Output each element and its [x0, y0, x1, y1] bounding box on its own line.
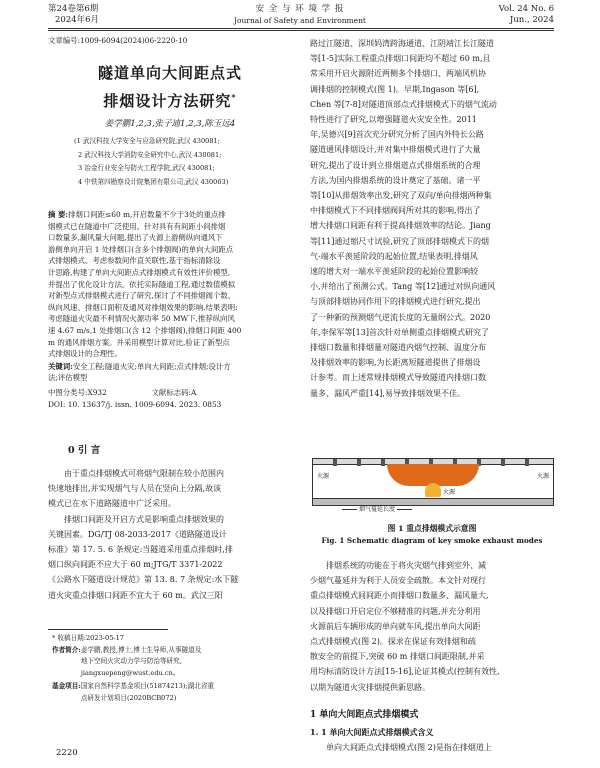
body-line: 道火灾重点排烟口间距不宜大于 60 m。武汉三阳	[48, 590, 223, 600]
body-line: 气-端水平羡延阶段的起始位置,结果表明,排烟风	[310, 251, 478, 261]
page-number: 2220	[56, 748, 78, 758]
abstract-label: 摘 要:	[48, 210, 69, 219]
paper-title-line1: 隧道单向大间距点式	[97, 64, 242, 82]
keywords-line: 安全工程;隧道火灾;单向大间距;点式排烟;设计方	[72, 361, 231, 371]
abstract-line: 对新型点式排烟模式进行了研究,探讨了不同排烟阀个数、	[48, 291, 236, 301]
body-line: 排烟系统的功能在于将火灾烟气排到室外、减	[326, 561, 486, 570]
fire-source-icon	[425, 483, 441, 497]
smoke-vent	[525, 459, 529, 466]
body-line: 《公路水下隧道设计规范》第 13. 8. 7 条规定:水下隧	[48, 575, 239, 585]
body-line: 与顶部排烟协同作用下的排烟模式进行研究,提出	[310, 297, 481, 307]
title-text: 排烟设计方法研究	[103, 92, 232, 110]
figure-1-tunnel-diagram	[312, 458, 554, 506]
abstract-line: m 的通风排烟方案。并采用模型计算对比,验证了新型点	[48, 337, 230, 347]
title-footnote-mark: *	[231, 92, 237, 102]
right-paragraph-2	[310, 558, 554, 695]
body-line: 年,吴德兴[9]首次充分研究分析了国内外特长公路	[310, 130, 484, 140]
figure-caption-en: Fig. 1 Schematic diagram of key smoke exhaust modes	[321, 536, 543, 545]
body-line: 小,并给出了预测公式。Tang 等[12]通过对纵向通风	[310, 282, 496, 292]
paper-title-line2	[48, 86, 292, 112]
footnotes	[52, 633, 292, 704]
journal-title: 安 全 与 环 境 学 报	[255, 4, 345, 14]
affiliation-line: 4 中铁第四勘察设计院集团有限公司,武汉 430063)	[78, 177, 229, 186]
smoke-vent	[357, 459, 361, 466]
author-bio-label: 作者简介:	[52, 645, 81, 654]
body-line: 用均标清防设计方法[15-16],论证其模式(控制有效性,	[310, 667, 500, 677]
body-line: Chen 等[7-8]对隧道顶部点式排烟模式下的烟气流动	[310, 99, 497, 109]
keywords-line: 法;评估模型	[48, 373, 88, 383]
affiliation-line: 2 武汉科技大学消防安全研究中心,武汉 430081;	[78, 150, 222, 159]
body-line: 火源前后车辆形成的单向就车风,提出单向大间距	[310, 621, 481, 631]
body-line: 标准》第 17. 5. 6 条规定:当隧道采用重点排烟时,排	[48, 545, 233, 555]
body-line: 常采用开启火源附近两侧多个排烟口、两端风机协	[310, 69, 486, 79]
tunnel-floor	[313, 498, 553, 505]
body-line: 等[1-5]实际工程重点排烟口间距均不超过 60 m,且	[310, 54, 491, 64]
body-line: 排烟口数量和排烟量对隧道内烟气控制、温度分布	[310, 343, 486, 353]
abstract-line: 游侧单向开启 1 处排烟口(含多个排烟阀)的单向大间距点	[48, 244, 234, 254]
body-line: 模式已在水下道路隧道中广泛采用。	[48, 499, 176, 509]
abstract-line: 排烟口间距≤60 m,开启数量不少于3处的重点排	[68, 210, 226, 219]
body-line: 点式排烟模式(图 2)。探求在保证有效排烟和疏	[310, 637, 476, 647]
journal-volume: 第24卷第6期	[48, 4, 99, 14]
body-line: 年,李保军等[13]首次针对单侧重点排烟模式研究了	[310, 327, 489, 337]
author-email[interactable]: jiangxuepeng@wust.edu.cn。	[80, 668, 180, 677]
body-line: 快速地排出,并实现烟气与人员在竖向上分隔,故该	[48, 484, 222, 494]
intro-paragraph	[48, 466, 292, 603]
body-line: 研究,提出了设计到立排烟道点式排烟系统的合理	[310, 160, 481, 170]
abstract-line: 考虑隧道火灾最不利情况火源功率 50 MW下,推荐纵向风	[48, 314, 235, 324]
clc-number: 中图分类号:X932	[48, 387, 107, 397]
footnote-rule	[48, 629, 168, 630]
affiliation-line: 3 冶金行业安全与防火工程学院,武汉 430081;	[78, 164, 215, 172]
body-line: 由于重点排烟模式可将烟气限制在较小范围内	[64, 469, 224, 478]
body-line: 隧道通风排烟设计,并对集中排烟模式进行了大量	[310, 145, 481, 155]
figure-label-right: 火源	[536, 473, 549, 480]
abstract-line: 速 4.67 m/s,1 处排烟口(含 12 个排烟阀),排烟口间距 400	[48, 325, 242, 335]
body-line: 特性进行了研究,以增强隧道火灾安全性。2011	[310, 115, 477, 125]
figure-caption-cn: 图 1 重点排烟模式示意图	[387, 524, 477, 533]
body-line: 单向大间距点式排烟模式(图 2)是指在排烟道上	[326, 743, 492, 752]
fund-line: 点研发计划项目(2020BCB072)	[80, 693, 177, 702]
body-line: 了一种新的预测烟气逆流长度的无量纲公式。2020	[310, 312, 491, 322]
doi[interactable]: DOI: 10. 13637/j. issn. 1009-6094. 2023. 0853	[48, 399, 222, 409]
body-line: 排烟口间距及开启方式是影响重点排烟效果的	[64, 514, 224, 524]
section-heading-1: 1 单向大间距点式排烟模式	[310, 710, 419, 720]
body-line: 等[10]从排烟效率出发,研究了双向/单向排烟两种集	[310, 191, 492, 201]
document-code: 文献标志码:A	[151, 387, 197, 397]
fund-line: 国家自然科学基金项目(51874213);湖北省重	[80, 682, 215, 690]
fund-label: 基金项目:	[52, 682, 81, 690]
body-line: 烟口纵向间距不应大于 60 m;JTG/T 3371-2022	[48, 560, 223, 570]
body-line: 关键因素。DG/TJ 08-2033-2017《道路隧道设计	[48, 529, 227, 539]
author-list: 姜学鹏1,2,3,张子迪1,2,3,陈玉远4	[104, 119, 236, 129]
abstract	[48, 209, 292, 410]
abstract-line: 纵向风速、排烟口面积及通风对排烟效果的影响,结果表明:	[48, 302, 238, 312]
journal-date: 2024年6月	[55, 15, 100, 25]
right-paragraph-3	[310, 740, 554, 755]
figure-label-left: 火源	[317, 473, 330, 480]
abstract-line: 烟模式已在隧道中广泛使用。针对具有有间距小间排烟	[48, 221, 226, 231]
article-number: 文章编号:1009-6094(2024)06-2220-10	[48, 36, 188, 45]
author-bio-line: 姜学鹏,教授,博士,博士生导师,从事隧道及	[80, 645, 202, 654]
body-line: 中排烟模式下不同排烟阀间所对其的影响,得出了	[310, 206, 481, 216]
body-line: 速的增大对一端水平羡延阶段的起始位置影响较	[310, 267, 478, 277]
body-line: 方法,为国内排烟系统的设计奠定了基础。诸一平	[310, 175, 481, 185]
smoke-vent	[381, 459, 385, 466]
footnote-received: * 收稿日期:2023-05-17	[52, 634, 125, 642]
smoke-vent	[501, 459, 505, 466]
affiliations	[74, 135, 294, 189]
section-heading-1-1: 1. 1 单向大间距点式排烟模式含义	[310, 727, 434, 737]
abstract-line: 口数量多,漏风量大问题,提出了火源上游侧纵向通风下	[48, 233, 223, 243]
abstract-line: 式排烟设计的合理性。	[48, 349, 122, 359]
right-paragraph-1	[310, 36, 554, 401]
abstract-line: 并提出了优化设计方法。依托实际隧道工程,通过数值模拟	[48, 279, 236, 289]
keywords-label: 关键词:	[48, 361, 73, 371]
body-line: 路过江隧道、深圳妈湾跨海通道、江阴靖江长江隧道	[310, 39, 494, 48]
body-line: 以及排烟口开启定位不够精准的问题,并充分利用	[310, 606, 481, 616]
header-rule-thin	[48, 30, 554, 31]
journal-vol-en: Vol. 24 No. 6	[498, 4, 554, 14]
author-bio-line: 地下空间火灾动力学与防治等研究,	[80, 657, 182, 665]
abstract-line: 式排烟模式。考虑参数间作直关联性,基于指标清除设	[48, 256, 221, 266]
body-line: 计参考。而上述常规排烟模式导致隧道内排烟口数	[310, 373, 486, 383]
journal-title-en: Journal of Safety and Environment	[234, 16, 366, 25]
body-line: 增大排烟口间距有利于提高排烟效率的结论。Jiang	[310, 221, 491, 231]
body-line: 散安全的前提下,突破 60 m 排烟口间距限制,并采	[310, 652, 485, 662]
header-rule	[48, 28, 554, 29]
affiliation-line: (1 武汉科技大学安全与应急研究院,武汉 430081;	[74, 137, 220, 145]
figure-label-fire: 火源	[443, 489, 456, 496]
body-line: 以期为隧道火灾排烟提供新思路。	[310, 682, 430, 692]
section-heading-intro: 0 引 言	[68, 445, 101, 456]
body-line: 重点排烟模式间间距小而排烟口数量多、漏风量大,	[310, 591, 489, 601]
abstract-line: 计思路,构建了单向大间距点式排烟模式有效性评价模型,	[48, 267, 231, 277]
body-line: 调排烟的控制模式(图 1)。早期,Ingason 等[6],	[310, 84, 480, 94]
figure-label-smoke-length: 烟气蔓延长度	[359, 506, 396, 513]
body-line: 等[11]通过缩尺寸试验,研究了顶部排烟模式下的烟	[310, 236, 489, 246]
body-line: 少烟气蔓延并为利于人员安全疏散。本文针对现行	[310, 576, 486, 586]
journal-date-en: Jun., 2024	[509, 15, 554, 25]
smoke-vent	[333, 459, 337, 466]
body-line: 量多、漏风严重[14],易导致排烟效果不佳。	[310, 388, 465, 398]
body-line: 及排烟效率的影响,为长距离短隧道提供了排烟设	[310, 358, 481, 368]
